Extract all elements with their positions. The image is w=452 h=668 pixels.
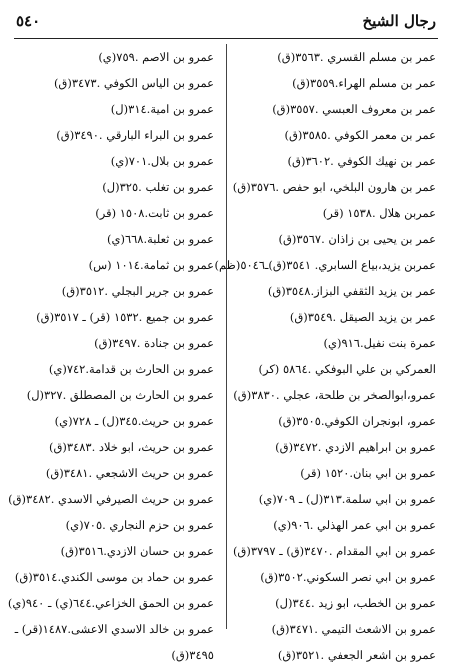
index-entry: عمرو بن حريث، ابو خلاد .٣٤٨٣(ق) xyxy=(48,440,214,454)
index-entry: عمرو،ابوالصخر بن طلحة، عجلي .٣٨٣٠(ق) xyxy=(233,388,436,402)
index-entry: عمربن يزيد،بياع السابري. ٣٥٤١(ق)ـ٥٠٤٦(ظم) xyxy=(214,258,436,272)
index-entry: عمر بن معمر الكوفي .٣٥٨٥(ق) xyxy=(284,128,436,142)
index-entry: عمرو، ابونجران الكوفي.٣٥٠٥(ق) xyxy=(278,414,436,428)
index-entry: عمر بن يزيد الثقفي البزاز.٣٥٤٨(ق) xyxy=(267,284,436,298)
index-entry: عمرو بن جميع .١٥٣٢ (قر) ـ ٣٥١٧(ق) xyxy=(36,310,214,324)
index-entry: عمرو بن امية.٣١٤(ل) xyxy=(110,102,214,116)
index-entry: عمرو بن البراء البارقي .٣٤٩٠(ق) xyxy=(56,128,214,142)
index-entry: عمربن هلال .١٥٣٨ (قر) xyxy=(322,206,436,220)
index-entry: عمر بن هارون البلخي، ابو حفص .٣٥٧٦(ق) xyxy=(232,180,436,194)
index-entry: عمرو بن حريث الاشجعي .٣٤٨١(ق) xyxy=(45,466,214,480)
index-entry: عمرو بن الاشعث التيمي .٣٤٧١(ق) xyxy=(271,622,436,636)
index-entry: عمرو بن ابي نصر السكوني.٣٥٠٢(ق) xyxy=(260,570,436,584)
right-column xyxy=(214,44,436,668)
index-entry: عمرو بن حريث الصيرفي الاسدي .٣٤٨٢(ق) xyxy=(8,492,214,506)
index-entry: عمرة بنت نفيل.٩١٦(ي) xyxy=(323,336,436,350)
index-entry: عمرو بن حزم النجاري .٧٠٥(ي) xyxy=(65,518,214,532)
index-entry: عمرو بن الحارث بن المصطلق .٣٢٧(ل) xyxy=(26,388,214,402)
index-entry: عمرو بن الحارث بن قدامة.٧٤٢(ي) xyxy=(48,362,214,376)
index-entry: عمر بن يحيى بن زاذان .٣٥٦٧(ق) xyxy=(278,232,436,246)
index-entry: عمرو بن ابي بنان.١٥٢٠ (قر) xyxy=(300,466,436,480)
page-number: ٥٤٠ xyxy=(16,12,41,30)
index-entry: عمرو بن ابي سلمة.٣١٣(ل) ـ ٧٠٩(ي) xyxy=(258,492,436,506)
index-entry: عمر بن يزيد الصيقل .٣٥٤٩(ق) xyxy=(289,310,436,324)
index-entry: عمرو بن ابي المقدام .٣٤٧٠(ق) ـ ٣٧٩٧(ق) xyxy=(232,544,436,558)
index-entry: عمرو بن حماد بن موسى الكندي.٣٥١٤(ق) xyxy=(14,570,214,584)
index-entry: عمرو بن خالد الاسدي الاعشى.١٤٨٧(قر) ـ xyxy=(14,622,214,636)
index-entry: عمرو بن تغلب .٣٢٥(ل) xyxy=(102,180,214,194)
index-entry: عمرو بن ابراهيم الازدي .٣٤٧٢(ق) xyxy=(275,440,436,454)
running-title: رجال الشيخ xyxy=(362,12,436,30)
index-entry: عمرو بن الاصم .٧٥٩(ي) xyxy=(98,50,214,64)
index-entry: العمركي بن علي البوفكي .٥٨٦٤ (كر) xyxy=(258,362,436,376)
header-divider xyxy=(14,38,438,39)
index-entry: عمر بن مسلم القسري .٣٥٦٣(ق) xyxy=(277,50,436,64)
index-entry: عمر بن مسلم الهراء.٣٥٥٩(ق) xyxy=(292,76,436,90)
index-entry: عمرو بن جنادة .٣٤٩٧(ق) xyxy=(94,336,214,350)
index-entry: عمرو بن الخطب، ابو زيد .٣٤٤(ل) xyxy=(275,596,436,610)
index-entry: عمرو بن بلال.٧٠١(ي) xyxy=(110,154,214,168)
index-entry: عمرو بن ثمامة.١٠١٤ (س) xyxy=(88,258,214,272)
index-entry: عمرو بن حريث.٣٤٥(ل) ـ ٧٢٨(ي) xyxy=(54,414,214,428)
index-entry: عمرو بن الحمق الخزاعي.٦٤٤(ي) ـ ٩٤٠(ي) xyxy=(7,596,214,610)
index-entry: عمرو بن ثعلبة.٦٦٨(ي) xyxy=(106,232,214,246)
index-entry: عمر بن معروف العبسي .٣٥٥٧(ق) xyxy=(272,102,436,116)
index-entry: عمرو بن ثابت.١٥٠٨ (قر) xyxy=(95,206,214,220)
index-entry: عمرو بن ابي عمر الهذلي .٩٠٦(ي) xyxy=(273,518,436,532)
left-column xyxy=(7,44,214,668)
index-entry: عمرو بن الياس الكوفي .٣٤٧٣(ق) xyxy=(53,76,214,90)
index-entry: عمرو بن اشعر الجعفي .٣٥٢١(ق) xyxy=(277,648,436,662)
index-entry-continuation: ٣٤٩٥(ق) xyxy=(171,648,214,662)
column-divider xyxy=(226,44,227,629)
page-header xyxy=(14,10,438,36)
index-entry: عمرو بن جرير البجلي .٣٥١٢(ق) xyxy=(61,284,214,298)
index-entry: عمر بن نهيك الكوفي .٣٦٠٢(ق) xyxy=(287,154,436,168)
index-entry: عمرو بن حسان الازدي.٣٥١٦(ق) xyxy=(60,544,214,558)
